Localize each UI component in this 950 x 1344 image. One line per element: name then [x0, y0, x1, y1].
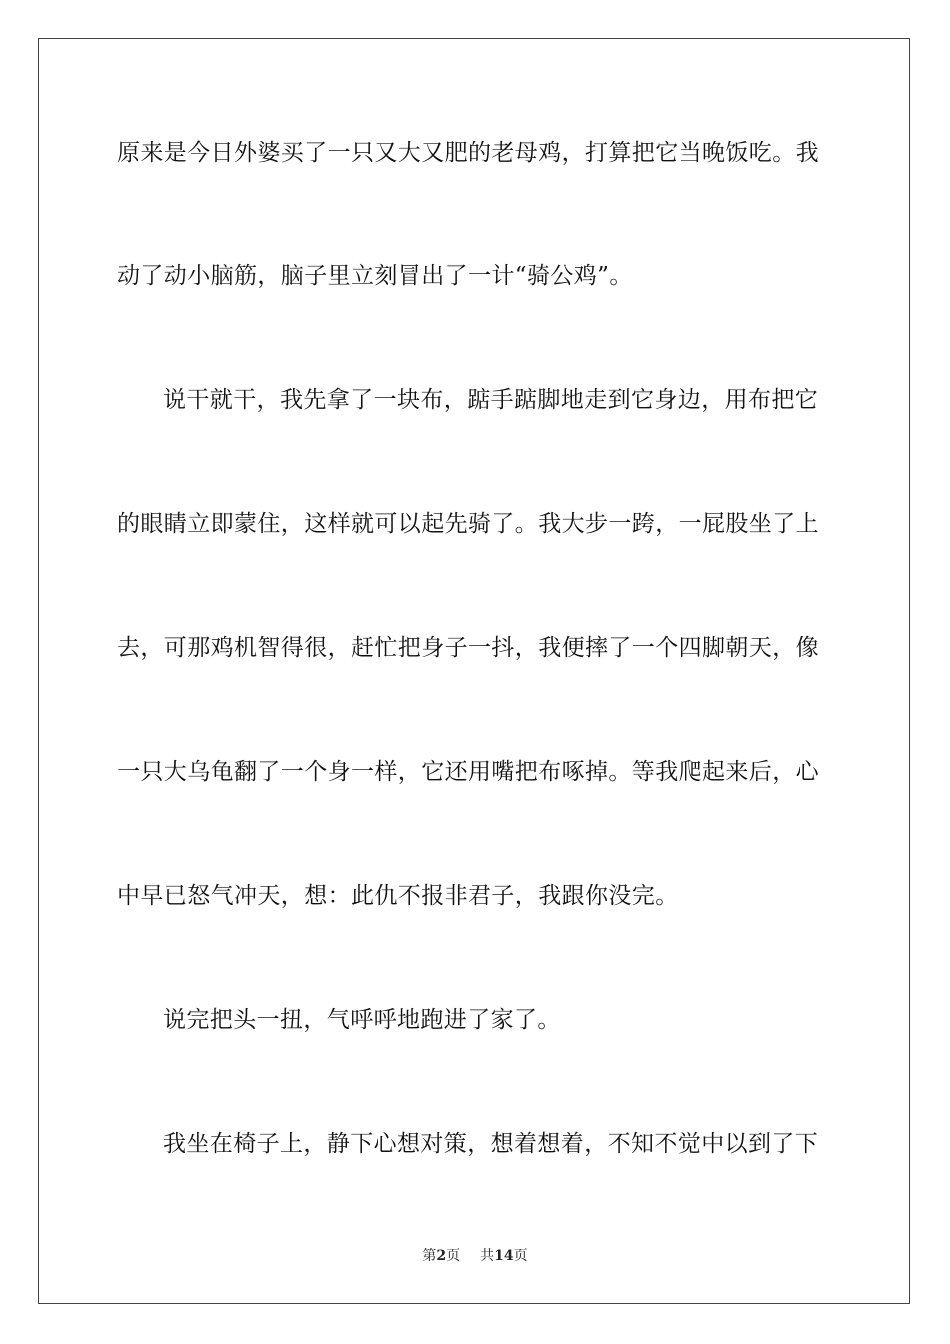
page-footer — [0, 1247, 950, 1265]
text-line-6: 一只大乌龟翻了一个身一样，它还用嘴把布啄掉。等我爬起来后，心 — [117, 759, 819, 785]
text-line-5: 去，可那鸡机智得很，赶忙把身子一抖，我便摔了一个四脚朝天，像 — [117, 635, 819, 661]
page-suffix: 页 — [446, 1248, 461, 1264]
total-prefix: 共 — [480, 1248, 495, 1264]
text-line-7: 中早已怒气冲天，想：此仇不报非君子，我跟你没完。 — [117, 883, 679, 909]
page-number: 2 — [436, 1248, 447, 1264]
text-line-2: 动了动小脑筋，脑子里立刻冒出了一计“骑公鸡”。 — [117, 263, 633, 289]
total-pages: 14 — [494, 1248, 514, 1264]
total-suffix: 页 — [513, 1248, 528, 1264]
page-prefix: 第 — [422, 1248, 437, 1264]
text-line-9: 我坐在椅子上，静下心想对策，想着想着，不知不觉中以到了下 — [163, 1131, 819, 1157]
text-line-8: 说完把头一扭，气呼呼地跑进了家了。 — [163, 1007, 561, 1033]
page-border — [38, 38, 910, 1304]
text-line-3: 说干就干，我先拿了一块布，踮手踮脚地走到它身边，用布把它 — [163, 387, 819, 413]
text-line-1: 原来是今日外婆买了一只又大又肥的老母鸡，打算把它当晚饭吃。我 — [117, 140, 819, 166]
text-line-4: 的眼睛立即蒙住，这样就可以起先骑了。我大步一跨，一屁股坐了上 — [117, 511, 819, 537]
